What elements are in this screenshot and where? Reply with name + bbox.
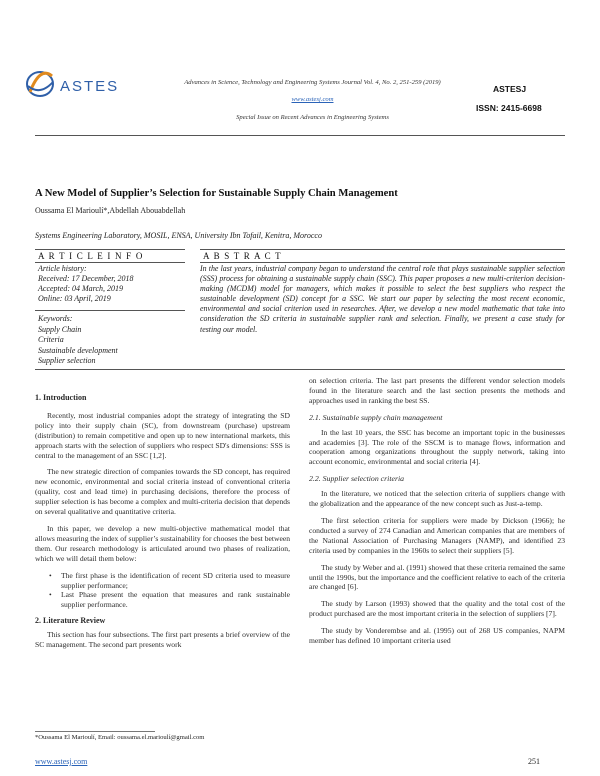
abstract-text: In the last years, industrial company began to understand the central role that plays sustainable supplier selection (SSS) process for obtaining a sustainable supply chain (SSC). This paper proposes a new multi-criterion decision-making (MCDM) model for managers, which makes it possible to select the best suppliers who respect the sustainable development (SD) concept for a SSC. We start our paper by selecting the most recent economic, environmental and social criterion used in researches. After, we develop a new model mathematic that take into consideration the SD criteria in sustainable supplier rank and selection. Finally, we present a case study for testing our model. [200,264,565,334]
online-date: Online: 03 April, 2019 [38,294,111,303]
header-rule [35,135,565,136]
paragraph: on selection criteria. The last part presents the different vendor selection models found in the literature search and the last section presents the methods and approaches used in ranking the best SS. [309,376,565,405]
article-history [38,264,188,304]
paragraph: Recently, most industrial companies adopt the strategy of integrating the SD policy into their supply chain (SC), from downstream (purchase) upstream (distribution) to remain competitive and open up to new international markets, this approach starts with the selection of suppliers who respect SD's dimensions: SSS is central to the management of an SSC [1,2]. [35,410,290,460]
accepted-date: Accepted: 04 March, 2019 [38,284,124,293]
bullet-text: Last Phase present the equation that measures and rank sustainable supplier performance. [61,590,290,610]
issn: ISSN: 2415-6698 [476,103,542,113]
journal-url-link[interactable]: www.astesj.com [291,96,334,103]
paragraph: The study by Vonderembse and al. (1995) out of 268 US companies, NAPM member has defined 10 important criteria used [309,626,565,646]
paragraph: The new strategic direction of companies towards the SD concept, has required new economic, environmental and social criteria instead of conventional criteria (quality, cost and lead time) in purchasing decisions, therefore the process of supplier selection is has become a complex and multi-criteria decision that depends on several qualitative and quantitative criteria. [35,467,290,517]
page-number: 251 [528,757,540,766]
keyword: Criteria [38,335,64,344]
footnote-rule [35,731,155,732]
body-right-column [309,376,565,653]
bullet-item [35,571,290,591]
subsection-2-1-heading: 2.1. Sustainable supply chain management [309,412,443,422]
paragraph: In the last 10 years, the SSC has become an important topic in the businesses and academies [3]. The role of the SSCM is to manage flows, information and cooperation among organizations throughout the supply network, taking into account economic, environmental and social criteria [4]. [309,427,565,467]
paragraph: In this paper, we develop a new multi-objective mathematical model that allows measuring the index of supplier’s sustainability for chooses the best between them. Our research methodology is articulated around two phases of realization, which we will detail them below: [35,523,290,563]
journal-url-wrap [140,96,485,103]
affiliation: Systems Engineering Laboratory, MOSIL, ENSA, University Ibn Tofail, Kenitra, Morocco [35,231,322,240]
paragraph: The study by Larson (1993) showed that the quality and the total cost of the product purchased are the most important criteria in the selection of suppliers [7]. [309,599,565,619]
bullet-icon: • [49,590,52,600]
keyword: Supplier selection [38,356,96,365]
corresponding-author-footnote: *Oussama El Marioulí, Email: oussama.el.marioulí@gmail.com [35,734,205,741]
abstract-top-rule [200,249,565,250]
bullet-item [35,590,290,610]
astes-logo [22,62,142,112]
svg-text:ASTES: ASTES [60,78,120,95]
footer-journal-link[interactable]: www.astesj.com [35,757,88,766]
bullet-icon: • [49,570,52,580]
paper-title: A New Model of Supplier’s Selection for Sustainable Supply Chain Management [35,188,398,199]
section-2-heading: 2. Literature Review [35,616,106,626]
keyword: Sustainable development [38,345,118,355]
paragraph: In the literature, we noticed that the selection criteria of suppliers change with the globalization and the appearance of the new concept such as Just-a-temp. [309,489,565,509]
section-1-heading: 1. Introduction [35,393,87,402]
abstract-heading: A B S T R A C T [203,251,282,261]
body-left-column [35,393,290,657]
history-label: Article history: [38,264,87,273]
keywords-rule [35,310,185,311]
article-info-mid-rule [35,262,185,263]
astes-logo-mark [22,62,142,112]
subsection-2-2-heading: 2.2. Supplier selection criteria [309,474,405,484]
keyword: Supply Chain [38,324,82,334]
article-info-top-rule [35,249,185,250]
journal-abbrev: ASTESJ [493,84,527,94]
article-info-heading: A R T I C L E I N F O [38,251,144,261]
abstract-mid-rule [200,262,565,263]
special-issue: Special Issue on Recent Advances in Engineering Systems [236,114,389,121]
journal-citation: Advances in Science, Technology and Engineering Systems Journal Vol. 4, No. 2, 251-259 (2019) [184,79,441,86]
keywords [38,314,188,367]
bullet-text: The first phase is the identification of recent SD criteria used to measure supplier performance; [61,570,290,590]
received-date: Received: 17 December, 2018 [38,274,134,283]
authors: Oussama El Marioulí*,Abdellah Abouabdellah [35,206,186,215]
paragraph: The first selection criteria for suppliers were made by Dickson (1966); he conducted a survey of 274 Canadian and American companies that are members of the National Association of Purchasing Managers (NAMP), and identified 23 criteria used by companies in the 1960s to select their suppliers [5]. [309,515,565,555]
keywords-label: Keywords: [38,314,73,323]
paragraph: The study by Weber and al. (1991) showed that these criteria remained the same until the 1990s, but the importance and the coefficient relative to each of the criteria are changed [6]. [309,562,565,592]
paragraph: This section has four subsections. The first part presents a brief overview of the SC management. The second part presents work [35,630,290,650]
abstract-bottom-rule [35,369,565,370]
